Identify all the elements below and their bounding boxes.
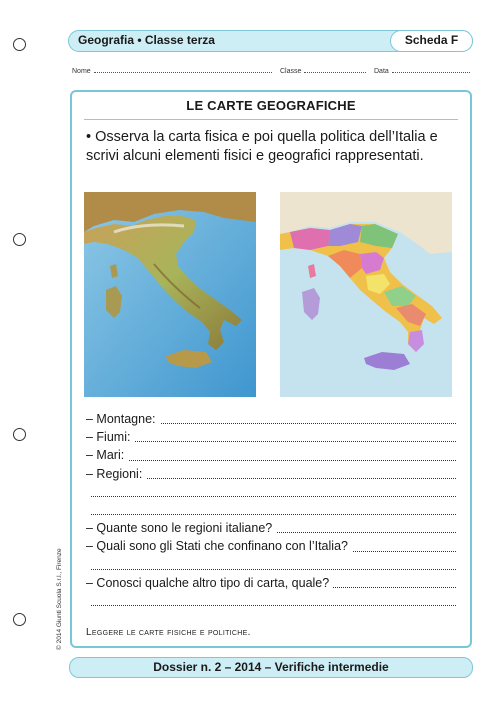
- question-label: – Quali sono gli Stati che confinano con l’Italia?: [86, 539, 352, 553]
- data-label: Data: [374, 68, 389, 75]
- question-label: [86, 503, 90, 517]
- classe-label: Classe: [280, 68, 302, 75]
- answer-line-montagne[interactable]: [86, 410, 456, 428]
- question-label: [86, 594, 90, 608]
- question-label: – Quante sono le regioni italiane?: [86, 521, 276, 535]
- binder-hole-4: [13, 613, 26, 626]
- instruction-text: • Osserva la carta fisica e poi quella politica dell’Italia e scrivi alcuni elementi fisici e geografici rappresentati.: [86, 129, 438, 164]
- footer-note: Leggere le carte fisiche e politiche.: [86, 627, 251, 638]
- binder-hole-1: [13, 38, 26, 51]
- italy-political-map: [280, 192, 452, 397]
- question-label: – Fiumi:: [86, 430, 134, 444]
- question-label: – Montagne:: [86, 412, 160, 426]
- binder-hole-2: [13, 233, 26, 246]
- bottom-bar: Dossier n. 2 – 2014 – Verifiche intermedie: [69, 657, 473, 678]
- answer-line-blank[interactable]: [86, 501, 456, 519]
- data-field[interactable]: [374, 67, 470, 75]
- question-label: – Mari:: [86, 448, 128, 462]
- answer-lines: [86, 410, 456, 610]
- title-divider: [84, 119, 458, 120]
- copyright-text: © 2014 Giunti Scuola S.r.l., Firenze: [56, 548, 63, 650]
- nome-label: Nome: [72, 68, 91, 75]
- page-title: LE CARTE GEOGRAFICHE: [186, 98, 356, 113]
- question-label: – Regioni:: [86, 467, 146, 481]
- question-label: [86, 485, 90, 499]
- answer-line-blank[interactable]: [86, 483, 456, 501]
- answer-line-blank[interactable]: [86, 556, 456, 574]
- answer-line-altro-tipo-carta[interactable]: [86, 574, 456, 592]
- answer-line-regioni[interactable]: [86, 465, 456, 483]
- answer-line-stati-confinanti[interactable]: [86, 537, 456, 555]
- answer-line-blank[interactable]: [86, 592, 456, 610]
- answer-line-fiumi[interactable]: [86, 428, 456, 446]
- answer-line-quante-regioni[interactable]: [86, 519, 456, 537]
- scheda-badge: Scheda F: [390, 30, 473, 52]
- question-label: – Conosci qualche altro tipo di carta, quale?: [86, 576, 333, 590]
- classe-field[interactable]: [280, 67, 366, 75]
- answer-line-mari[interactable]: [86, 446, 456, 464]
- question-label: [86, 558, 90, 572]
- nome-field[interactable]: [72, 67, 272, 75]
- header-subject: Geografia • Classe terza: [78, 33, 215, 47]
- italy-physical-map: [84, 192, 256, 397]
- binder-hole-3: [13, 428, 26, 441]
